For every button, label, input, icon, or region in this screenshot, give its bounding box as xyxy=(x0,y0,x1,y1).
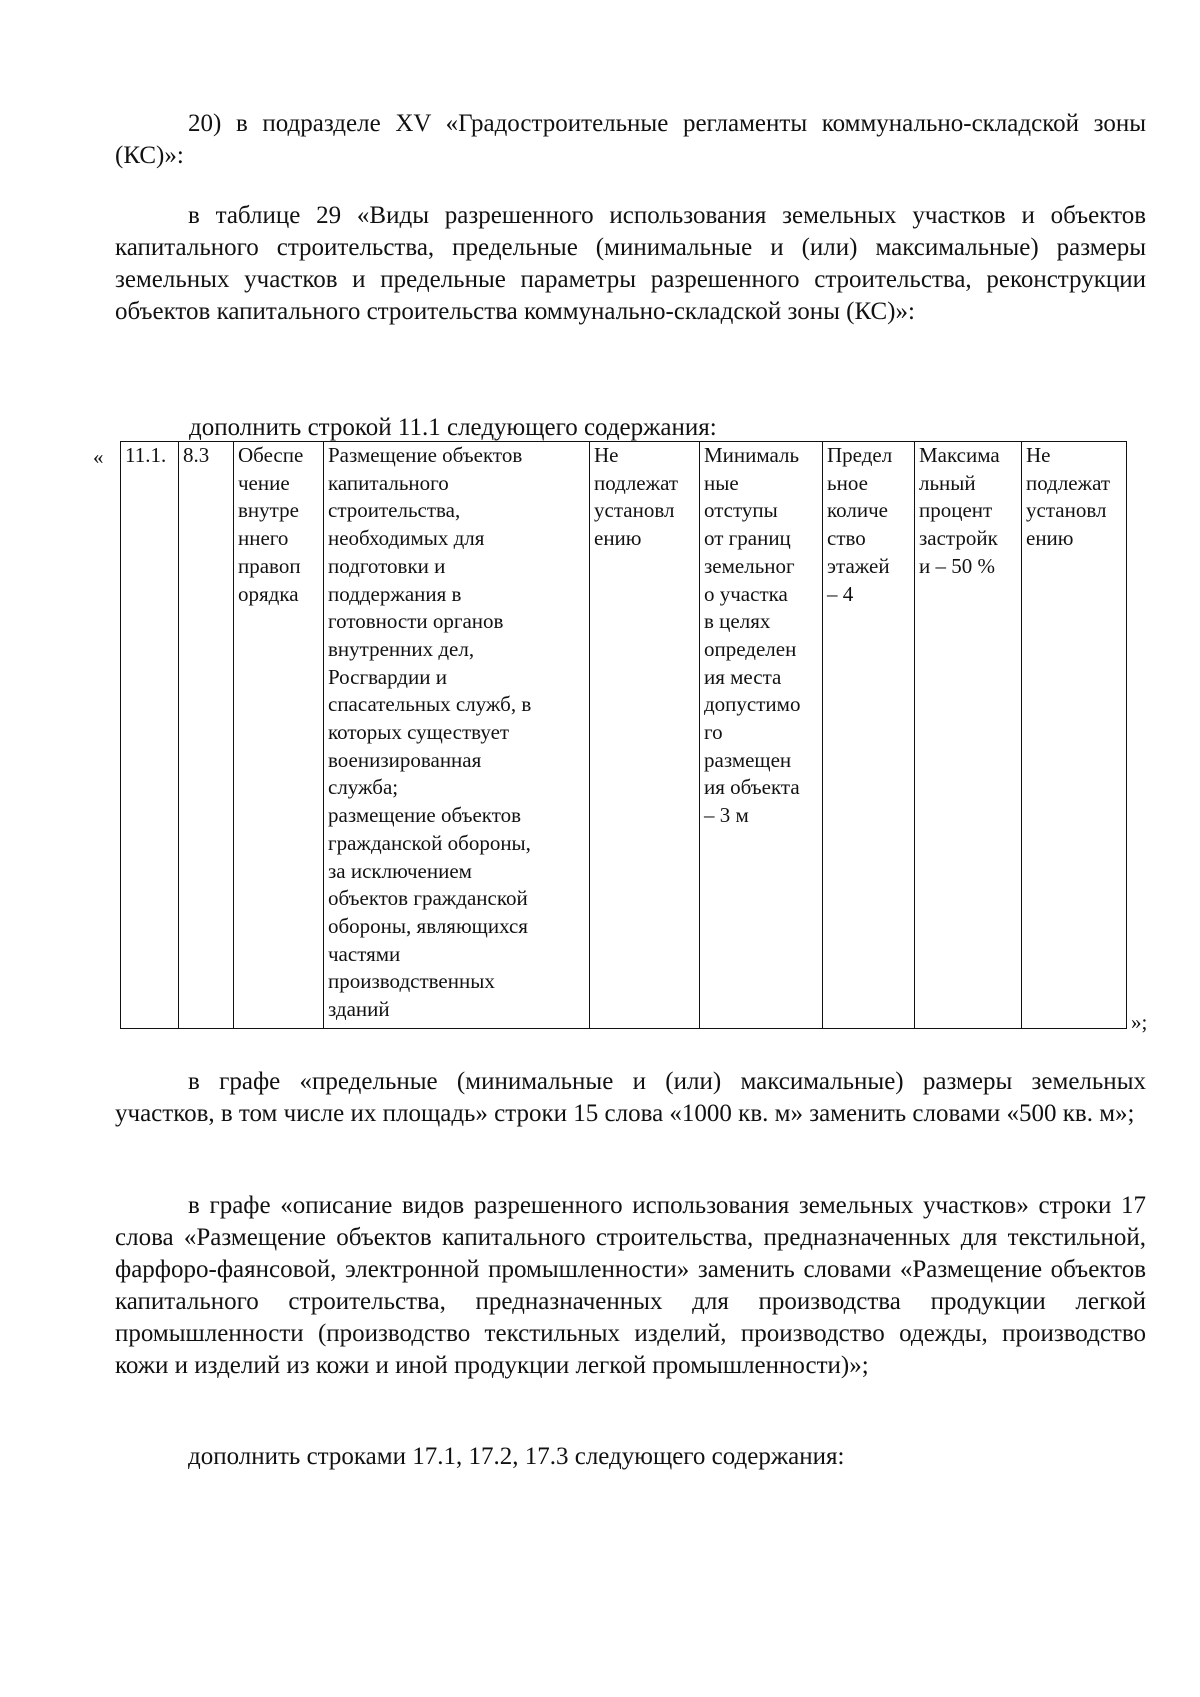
cell-other: Не подлежат установл ению xyxy=(1022,442,1127,1029)
paragraph-add-row-11-1: дополнить строкой 11.1 следующего содержания: xyxy=(189,414,717,441)
table-row xyxy=(121,442,1127,1029)
paragraph-add-rows-17: дополнить строками 17.1, 17.2, 17.3 следующего содержания: xyxy=(188,1443,845,1470)
regulation-table-row xyxy=(120,441,1127,1029)
table-open-quote: « xyxy=(93,445,104,469)
paragraph-row-17-change: в графе «описание видов разрешенного использования земельных участков» строки 17 слова «Размещение объектов капитального строительства, предназначенных для текстильной, фарфоро-фаянсовой, электронной промышленности» заменить словами «Размещение объектов капитального строительства, предназначенных для производства продукции легкой промышленности (производство текстильных изделий, производство одежды, производство кожи и изделий из кожи и иной продукции легкой промышленности)»; xyxy=(115,1192,1146,1379)
cell-setbacks: Минималь ные отступы от границ земельног о участка в целях определен ия места допустимо го размещен ия объекта – 3 м xyxy=(700,442,823,1029)
cell-plot-size: Не подлежат установл ению xyxy=(590,442,700,1029)
cell-coverage: Максима льный процент застройк и – 50 % xyxy=(915,442,1022,1029)
cell-floors: Предел ьное количе ство этажей – 4 xyxy=(823,442,915,1029)
table-close-quote: »; xyxy=(1131,1010,1148,1034)
paragraph-section-intro: 20) в подразделе XV «Градостроительные регламенты коммунально-складской зоны (КС)»: xyxy=(115,110,1146,169)
cell-use-name: Обеспе чение внутре ннего правоп орядка xyxy=(234,442,324,1029)
cell-row-number: 11.1. xyxy=(121,442,179,1029)
cell-use-description: Размещение объектов капитального строительства, необходимых для подготовки и поддержания в готовности органов внутренних дел, Росгвардии и спасательных служб, в которых существует военизированная служба; размещение объектов гражданской обороны, за исключением объектов гражданской обороны, являющихся частями производственных зданий xyxy=(324,442,590,1029)
paragraph-table-29-reference: в таблице 29 «Виды разрешенного использования земельных участков и объектов капитального строительства, предельные (минимальные и (или) максимальные) размеры земельных участков и предельные параметры разрешенного строительства, реконструкции объектов капитального строительства коммунально-складской зоны (КС)»: xyxy=(115,202,1146,325)
paragraph-row-15-change: в графе «предельные (минимальные и (или) максимальные) размеры земельных участков, в том числе их площадь» строки 15 слова «1000 кв. м» заменить словами «500 кв. м»; xyxy=(115,1068,1146,1127)
cell-code: 8.3 xyxy=(179,442,234,1029)
